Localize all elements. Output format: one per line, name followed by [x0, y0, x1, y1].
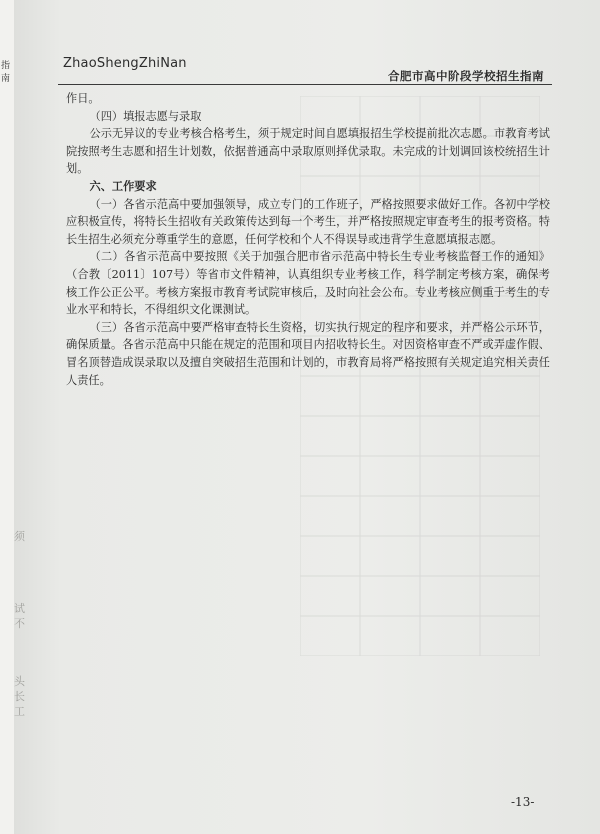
- paragraph-requirement-2: （二）各省示范高中要按照《关于加强合肥市省示范高中特长生专业考核监督工作的通知》（合教〔2011〕107号）等省市文件精神，认真组织专业考核工作，科学制定考核方案，确保考核工作公正公平。考核方案报市教育考试院审核后，及时向社会公布。专业考核应侧重于考生的专业水平和特长，不得组织文化课测试。: [66, 250, 550, 317]
- paragraph-requirement-3: （三）各省示范高中要严格审查特长生资格，切实执行规定的程序和要求，并严格公示环节，确保质量。各省示范高中只能在规定的范围和项目内招收特长生。对因资格审查不严或弄虚作假、冒名顶替造成误录取以及擅自突破招生范围和计划的，市教育局将严格按照有关规定追究相关责任人责任。: [66, 320, 550, 387]
- body-text: [66, 90, 550, 389]
- section-heading-work-requirements: 六、工作要求: [89, 178, 157, 193]
- subheading-fill-and-admission: （四）填报志愿与录取: [89, 109, 202, 123]
- paragraph-continuation: 作日。: [66, 92, 100, 105]
- binding-strip: [0, 0, 15, 834]
- margin-fragment: 须: [14, 530, 25, 543]
- page-number: -13-: [511, 795, 535, 809]
- margin-fragment: 不: [14, 617, 25, 630]
- margin-fragment: 长: [14, 690, 25, 703]
- paragraph-admission-rules: 公示无异议的专业考核合格考生，须于规定时间自愿填报招生学校提前批次志愿。市教育考试院按照考生志愿和招生计划数，依据普通高中录取原则择优录取。未完成的计划调回该校统招生计划。: [66, 127, 550, 176]
- header-title: 合肥市高中阶段学校招生指南: [388, 69, 544, 83]
- header-rule: [58, 84, 552, 85]
- margin-fragment: 头: [14, 675, 25, 688]
- margin-fragment: 试: [14, 602, 25, 615]
- header-logo-text: ZhaoShengZhiNan: [63, 56, 187, 71]
- margin-fragment: 工: [14, 705, 25, 718]
- left-tab-label: 指南: [1, 61, 11, 84]
- paragraph-requirement-1: （一）各省示范高中要加强领导，成立专门的工作班子，严格按照要求做好工作。各初中学校应积极宣传，将特长生招收有关政策传达到每一个考生，并严格按照规定审查考生的报考资格。特长生招生必须充分尊重学生的意愿，任何学校和个人不得误导或违背学生意愿填报志愿。: [66, 197, 550, 246]
